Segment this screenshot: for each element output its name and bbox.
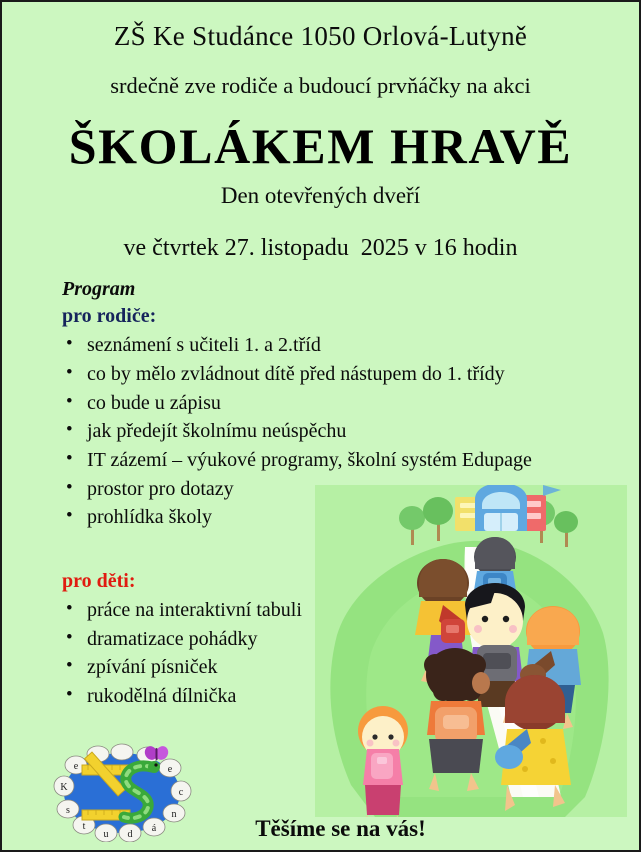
school-name: ZŠ Ke Studánce 1050 Orlová-Lutyně [113,21,528,51]
list-item: • IT zázemí – výukové programy, školní systém Edupage [62,446,639,475]
svg-text:d: d [127,829,133,840]
list-item: • co by mělo zvládnout dítě před nástupem do 1. třídy [62,360,639,389]
svg-text:n: n [171,809,177,820]
program-heading-parents: pro rodiče: [62,305,157,328]
program-list-kids [62,596,639,711]
svg-text:e: e [167,764,173,775]
poster-footer [2,816,639,842]
list-item: • práce na interaktivní tabuli [62,596,639,625]
invitation-line: srdečně zve rodiče a budoucí prvňáčky na akci [110,72,531,98]
event-subtitle: Den otevřených dveří [220,183,421,209]
list-item: • seznámení s učiteli 1. a 2.tříd [62,331,639,360]
page-title: ŠKOLÁKEM HRAVĚ [68,118,573,175]
list-item: • co bude u zápisu [62,389,639,418]
program-heading-kids: pro děti: [62,569,136,592]
list-item: • rukodělná dílnička [62,682,639,711]
list-item: • dramatizace pohádky [62,625,639,654]
list-item: • jak předejít školnímu neúspěchu [62,417,639,446]
list-item: • prostor pro dotazy [62,475,639,504]
footer-text: Těšíme se na vás! [255,816,426,841]
list-item: • prohlídka školy [62,503,639,532]
program-list-parents [62,331,639,532]
svg-text:u: u [103,829,109,840]
event-date-line: ve čtvrtek 27. listopadu 2025 v 16 hodin [123,234,518,261]
program-label: Program [62,278,136,301]
svg-text:c: c [178,787,184,798]
svg-text:s: s [66,805,70,816]
program-section [2,277,639,711]
svg-text:t: t [82,821,86,832]
program-group-kids [62,568,639,711]
svg-text:K: K [60,782,68,793]
poster-header [2,2,639,261]
list-item: • zpívání písniček [62,653,639,682]
svg-text:e: e [73,761,79,772]
svg-text:á: á [151,823,157,834]
